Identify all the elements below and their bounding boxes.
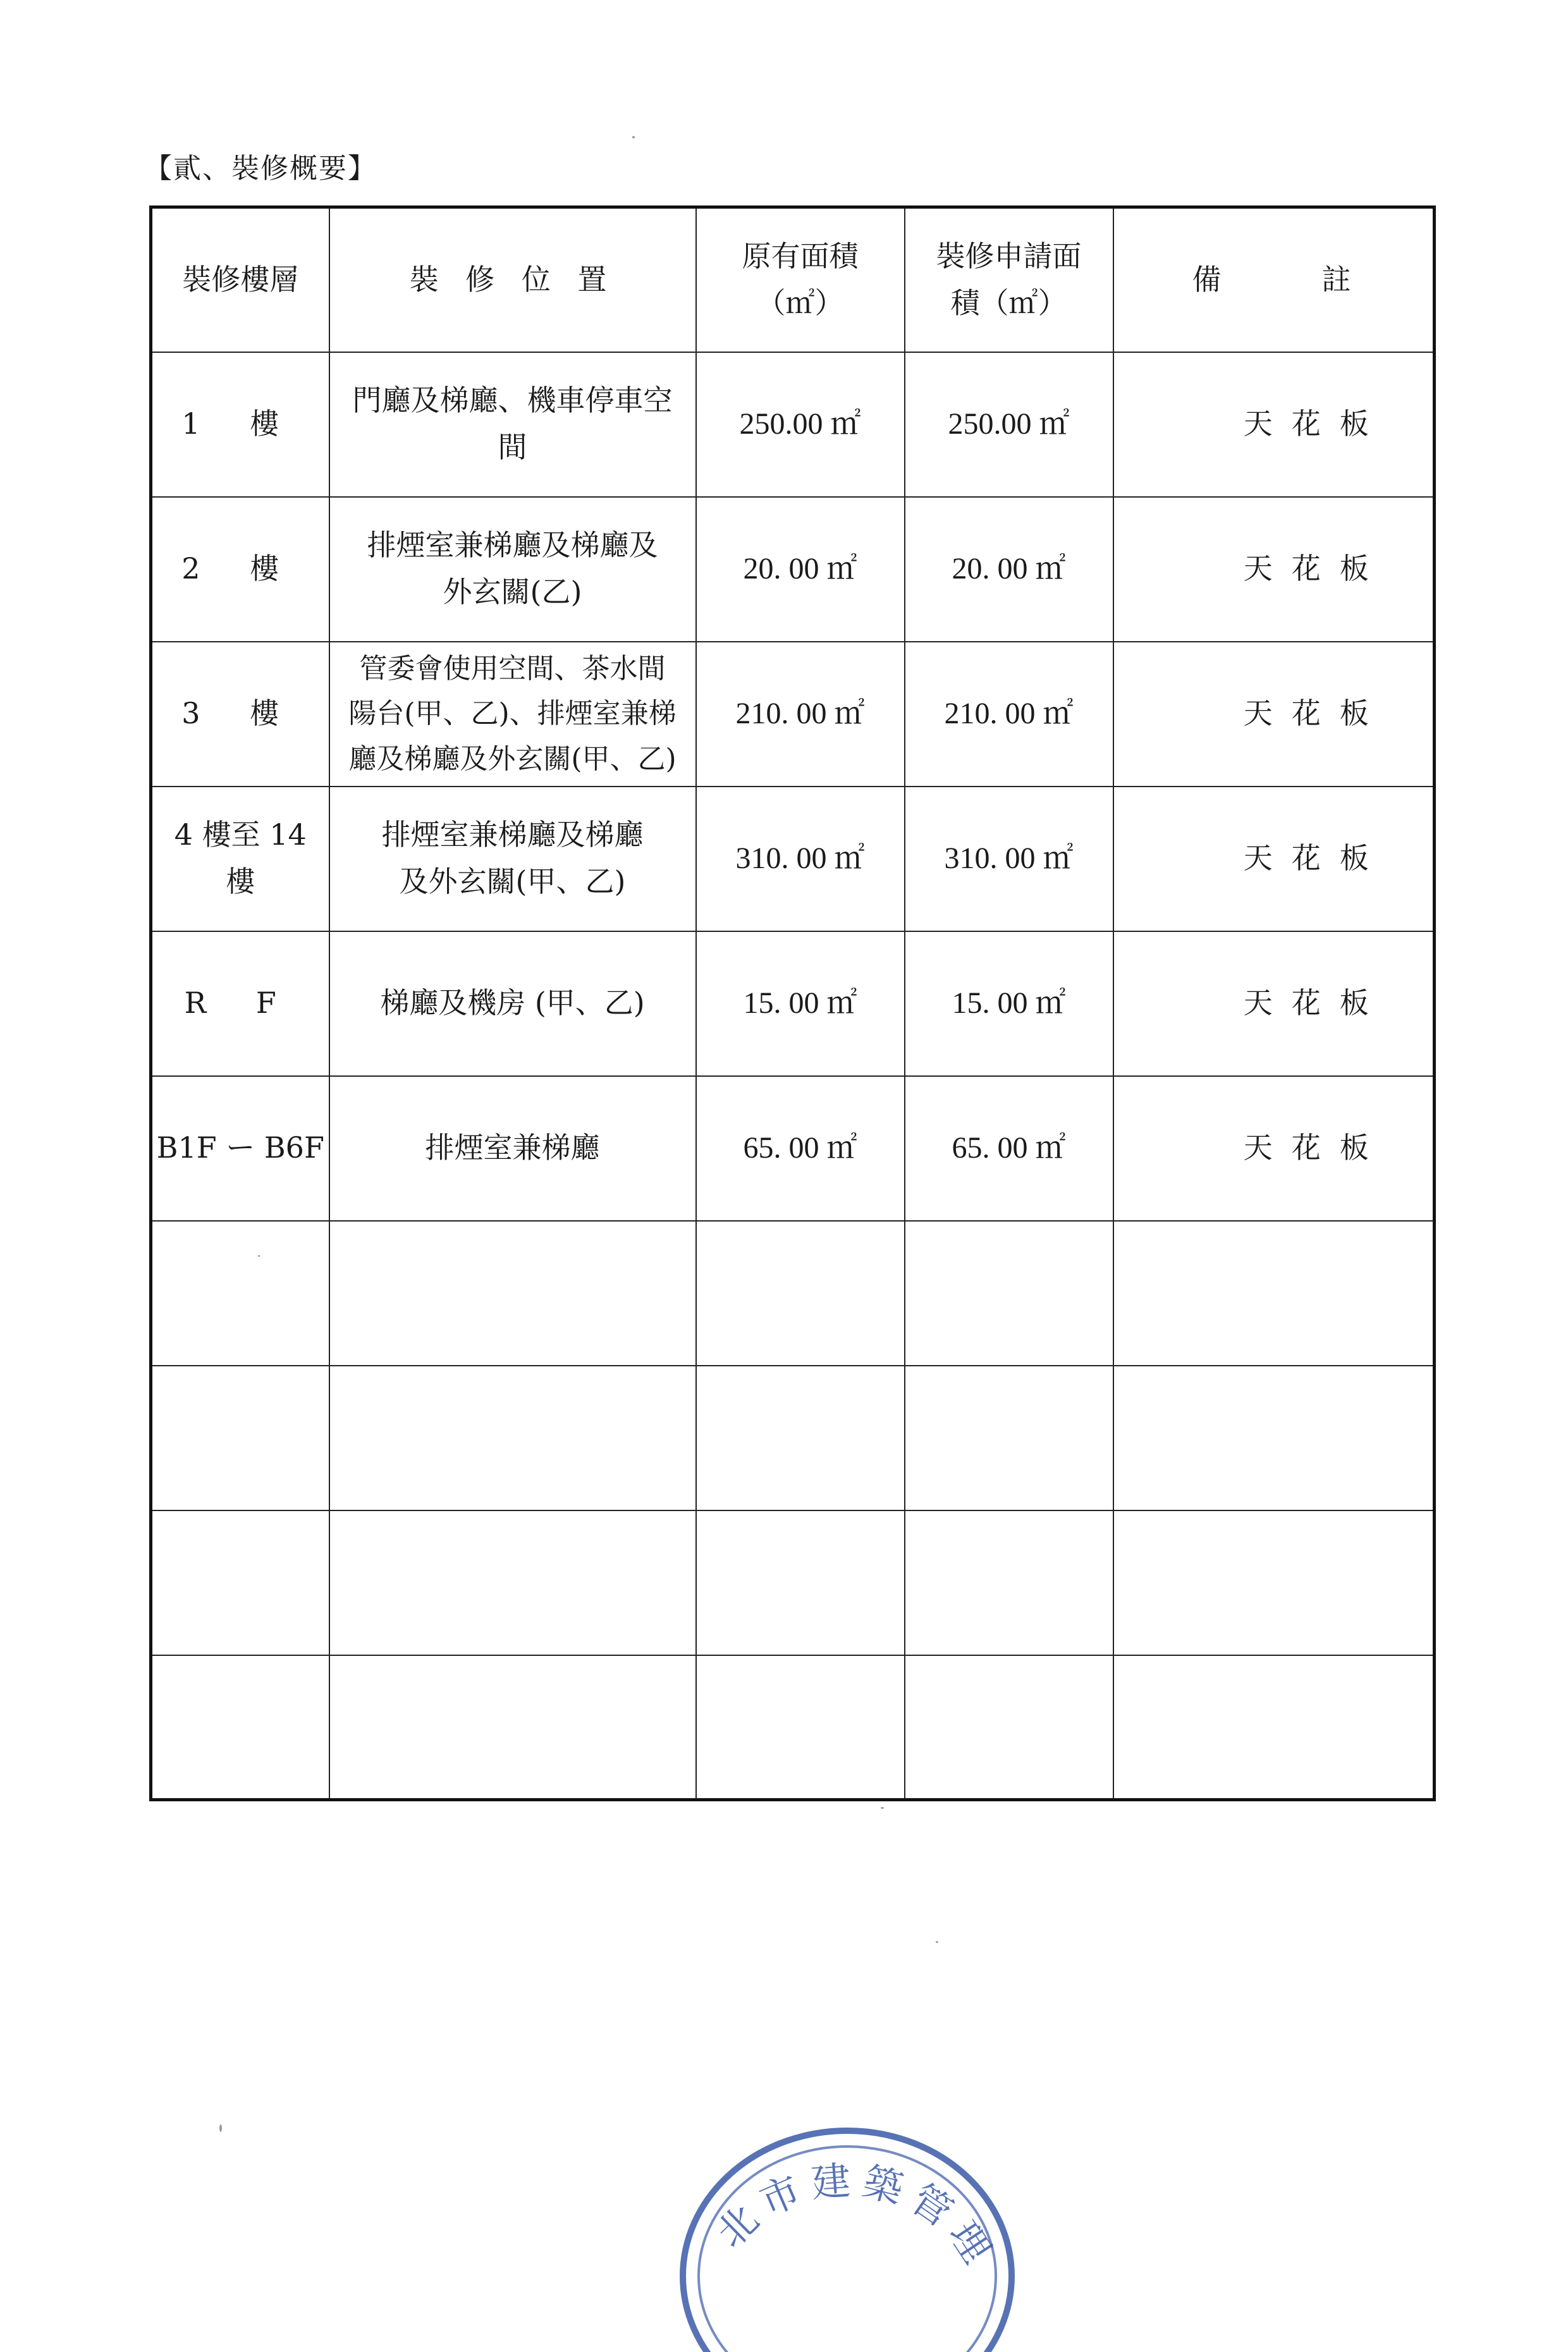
- scan-speck: [219, 2124, 222, 2132]
- empty-cell: [151, 1655, 329, 1800]
- original-area-cell: 310. 00 ㎡: [696, 787, 905, 931]
- floor-cell: B1F ー B6F: [151, 1076, 329, 1221]
- section-heading: 【貳、裝修概要】: [144, 152, 377, 185]
- location-cell: [329, 931, 696, 1076]
- empty-cell: [1113, 1655, 1435, 1800]
- header-floor: 裝修樓層: [151, 207, 329, 352]
- floor-cell: 2 樓: [151, 497, 329, 642]
- floor-cell: R F: [151, 931, 329, 1076]
- location-cell: [329, 642, 696, 787]
- original-area-cell: 65. 00 ㎡: [696, 1076, 905, 1221]
- empty-cell: [1113, 1221, 1435, 1366]
- scan-speck: [258, 1255, 260, 1257]
- original-area-cell: 20. 00 ㎡: [696, 497, 905, 642]
- header-applied-area: [905, 207, 1113, 352]
- header-note: [1113, 207, 1435, 352]
- svg-text:北市建築管理: [707, 2157, 1005, 2278]
- empty-cell: [696, 1510, 905, 1655]
- location-cell: [329, 787, 696, 931]
- header-location: 裝 修 位 置: [329, 207, 696, 352]
- location-line: 排煙室兼梯廳及梯廳: [381, 818, 644, 852]
- original-area-cell: 15. 00 ㎡: [696, 931, 905, 1076]
- location-line: 及外玄關(甲、乙): [399, 864, 626, 898]
- empty-cell: [696, 1221, 905, 1366]
- floor-cell: 1 樓: [151, 352, 329, 497]
- header-note-a: 備: [1192, 262, 1222, 297]
- original-area-cell: 210. 00 ㎡: [696, 642, 905, 787]
- location-line: 間: [498, 430, 527, 464]
- location-cell: [329, 1076, 696, 1221]
- note-cell: 天花板: [1113, 1076, 1435, 1221]
- header-original-area-line2: （㎡）: [756, 285, 844, 320]
- floor-cell: 4 樓至 14 樓: [151, 787, 329, 931]
- empty-cell: [329, 1510, 696, 1655]
- header-note-b: 註: [1321, 262, 1351, 297]
- empty-cell: [151, 1510, 329, 1655]
- scan-speck: [881, 1807, 884, 1809]
- original-area-cell: 250.00 ㎡: [696, 352, 905, 497]
- empty-cell: [696, 1655, 905, 1800]
- location-line: 陽台(甲、乙)、排煙室兼梯: [348, 697, 677, 730]
- header-applied-area-line1: 裝修申請面: [936, 239, 1082, 274]
- renovation-summary-table: [149, 205, 1436, 1801]
- empty-cell: [151, 1366, 329, 1510]
- empty-cell: [329, 1221, 696, 1366]
- table-header-row: [151, 207, 1435, 352]
- note-cell: 天花板: [1113, 642, 1435, 787]
- location-line: 排煙室兼梯廳及梯廳及: [367, 528, 658, 563]
- applied-area-cell: 15. 00 ㎡: [905, 931, 1113, 1076]
- table-row: [151, 1076, 1435, 1221]
- applied-area-cell: 20. 00 ㎡: [905, 497, 1113, 642]
- location-line: 廳及梯廳及外玄關(甲、乙): [348, 742, 677, 775]
- table-row: [151, 931, 1435, 1076]
- location-line: 管委會使用空間、茶水間: [359, 652, 666, 685]
- location-line: 門廳及梯廳、機車停車空: [352, 383, 673, 418]
- header-applied-area-line2: 積（㎡）: [950, 285, 1067, 320]
- table-row: [151, 642, 1435, 787]
- applied-area-cell: 250.00 ㎡: [905, 352, 1113, 497]
- header-original-area-line1: 原有面積: [742, 239, 859, 274]
- header-original-area: [696, 207, 905, 352]
- table-row: [151, 352, 1435, 497]
- location-line: 外玄關(乙): [443, 575, 582, 609]
- empty-cell: [329, 1366, 696, 1510]
- note-cell: 天花板: [1113, 497, 1435, 642]
- empty-cell: [1113, 1366, 1435, 1510]
- location-line: 梯廳及機房 (甲、乙): [380, 986, 645, 1020]
- note-cell: 天花板: [1113, 931, 1435, 1076]
- applied-area-cell: 310. 00 ㎡: [905, 787, 1113, 931]
- table-row: [151, 787, 1435, 931]
- note-cell: 天花板: [1113, 787, 1435, 931]
- empty-cell: [696, 1366, 905, 1510]
- empty-cell: [905, 1221, 1113, 1366]
- official-seal-stamp: [658, 2086, 1037, 2352]
- location-cell: [329, 497, 696, 642]
- note-cell: 天花板: [1113, 352, 1435, 497]
- applied-area-cell: 210. 00 ㎡: [905, 642, 1113, 787]
- applied-area-cell: 65. 00 ㎡: [905, 1076, 1113, 1221]
- empty-cell: [329, 1655, 696, 1800]
- seal-text: 北市建築管理: [707, 2157, 1005, 2279]
- location-cell: [329, 352, 696, 497]
- empty-row: [151, 1655, 1435, 1800]
- empty-row: [151, 1221, 1435, 1366]
- scan-speck: [936, 1941, 938, 1943]
- empty-row: [151, 1366, 1435, 1510]
- empty-cell: [1113, 1510, 1435, 1655]
- table-row: [151, 497, 1435, 642]
- floor-cell: 3 樓: [151, 642, 329, 787]
- empty-row: [151, 1510, 1435, 1655]
- empty-cell: [151, 1221, 329, 1366]
- empty-cell: [905, 1655, 1113, 1800]
- empty-cell: [905, 1366, 1113, 1510]
- empty-cell: [905, 1510, 1113, 1655]
- scan-speck: [632, 136, 635, 138]
- location-line: 排煙室兼梯廳: [425, 1130, 600, 1165]
